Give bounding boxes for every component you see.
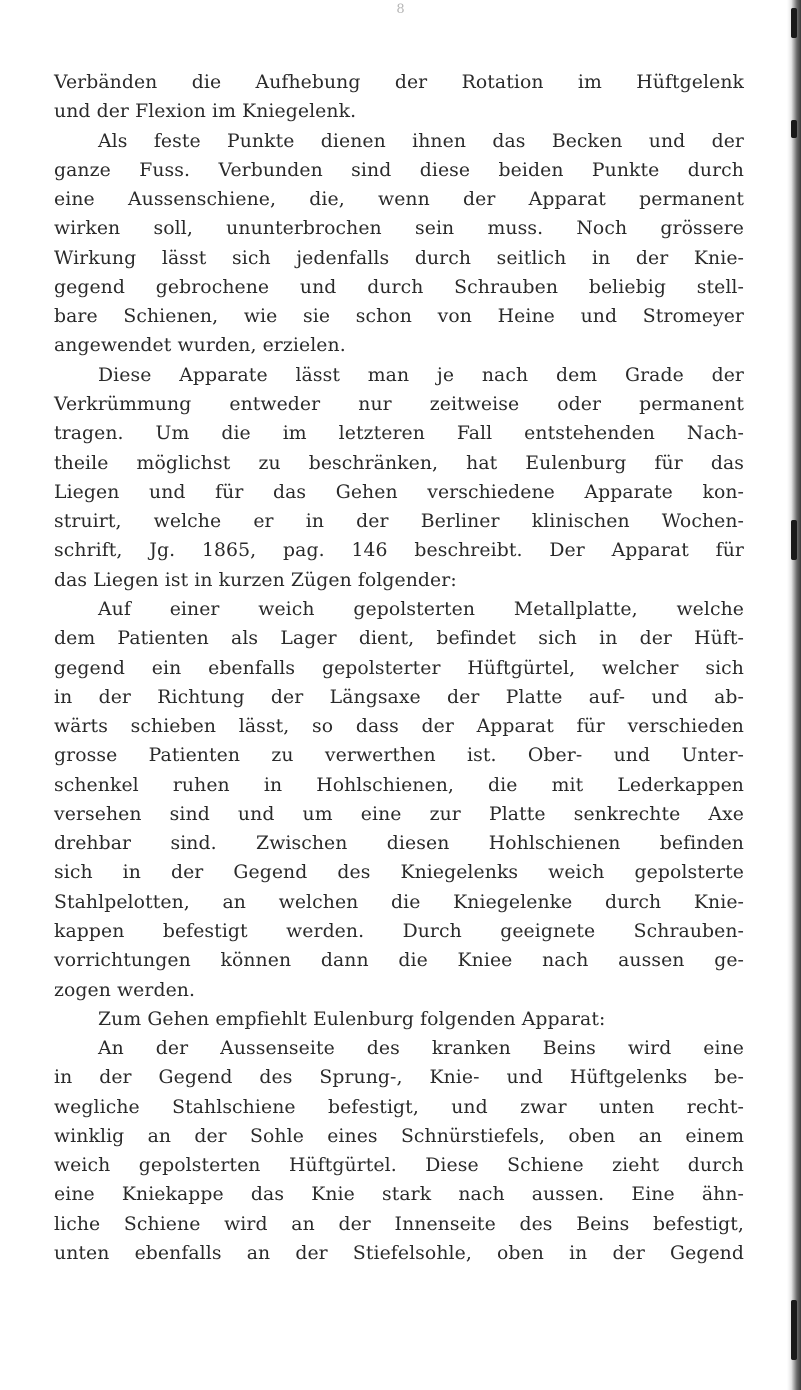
- text-line: ganze Fuss. Verbunden sind diese beiden Punkte durch: [54, 159, 744, 181]
- text-line: An der Aussenseite des kranken Beins wird eine: [98, 1038, 744, 1060]
- text-line: Auf einer weich gepolsterten Metallplatte, welche: [98, 598, 744, 620]
- text-line: Diese Apparate lässt man je nach dem Grade der: [98, 364, 744, 386]
- text-line: eine Kniekappe das Knie stark nach aussen. Eine ähn-: [54, 1184, 744, 1206]
- text-line: Verbänden die Aufhebung der Rotation im Hüftgelenk: [54, 72, 744, 93]
- text-line: theile möglichst zu beschränken, hat Eulenburg für das: [54, 452, 744, 474]
- text-line: liche Schiene wird an der Innenseite des Beins befestigt,: [54, 1213, 744, 1235]
- text-line: weich gepolsterten Hüftgürtel. Diese Schiene zieht durch: [54, 1155, 744, 1177]
- text-line: gegend ein ebenfalls gepolsterter Hüftgürtel, welcher sich: [54, 657, 744, 679]
- text-line: drehbar sind. Zwischen diesen Hohlschienen befinden: [54, 833, 744, 855]
- text-line: Zum Gehen empfiehlt Eulenburg folgenden Apparat:: [98, 1008, 606, 1030]
- text-line: kappen befestigt werden. Durch geeignete Schrauben-: [54, 920, 744, 942]
- text-line: in der Richtung der Längsaxe der Platte auf- und ab-: [54, 686, 744, 708]
- text-line: winklig an der Sohle eines Schnürstiefels, oben an einem: [54, 1125, 744, 1147]
- text-line: Wirkung lässt sich jedenfalls durch seitlich in der Knie-: [54, 247, 744, 269]
- text-line: Stahlpelotten, an welchen die Kniegelenke durch Knie-: [54, 891, 744, 913]
- text-line: eine Aussenschiene, die, wenn der Apparat permanent: [54, 189, 744, 211]
- text-line: sich in der Gegend des Kniegelenks weich gepolsterte: [54, 862, 744, 884]
- text-line: das Liegen ist in kurzen Zügen folgender:: [54, 569, 457, 591]
- text-line: zogen werden.: [54, 979, 196, 1001]
- text-line: Als feste Punkte dienen ihnen das Becken und der: [98, 130, 744, 152]
- page-edge-shadow: [787, 0, 801, 1390]
- edge-mark: [791, 520, 797, 560]
- text-line: wirken soll, ununterbrochen sein muss. Noch grössere: [54, 218, 744, 240]
- text-line: wärts schieben lässt, so dass der Apparat für verschieden: [54, 716, 744, 738]
- text-line: vorrichtungen können dann die Kniee nach aussen ge-: [54, 950, 744, 972]
- edge-mark: [791, 1300, 797, 1360]
- text-line: Verkrümmung entweder nur zeitweise oder permanent: [54, 394, 744, 416]
- text-line: schenkel ruhen in Hohlschienen, die mit Lederkappen: [54, 774, 744, 796]
- text-line: angewendet wurden, erzielen.: [54, 335, 346, 357]
- page-number: 8: [396, 2, 405, 17]
- text-line: wegliche Stahlschiene befestigt, und zwar unten recht-: [54, 1096, 744, 1118]
- text-line: Liegen und für das Gehen verschiedene Apparate kon-: [54, 481, 744, 503]
- text-line: unten ebenfalls an der Stiefelsohle, oben in der Gegend: [54, 1243, 744, 1264]
- text-line: versehen sind und um eine zur Platte senkrechte Axe: [54, 803, 744, 825]
- text-line: dem Patienten als Lager dient, befindet sich in der Hüft-: [54, 628, 744, 650]
- text-line: gegend gebrochene und durch Schrauben beliebig stell-: [54, 276, 744, 298]
- text-line: in der Gegend des Sprung-, Knie- und Hüftgelenks be-: [54, 1067, 744, 1089]
- text-line: tragen. Um die im letzteren Fall entstehenden Nach-: [54, 423, 744, 445]
- text-line: schrift, Jg. 1865, pag. 146 beschreibt. Der Apparat für: [54, 540, 744, 562]
- edge-mark: [791, 8, 797, 38]
- edge-mark: [791, 120, 797, 138]
- text-line: bare Schienen, wie sie schon von Heine und Stromeyer: [54, 306, 744, 328]
- text-line: und der Flexion im Kniegelenk.: [54, 101, 357, 123]
- text-line: struirt, welche er in der Berliner klinischen Wochen-: [54, 511, 744, 533]
- text-line: grosse Patienten zu verwerthen ist. Ober- und Unter-: [54, 745, 744, 767]
